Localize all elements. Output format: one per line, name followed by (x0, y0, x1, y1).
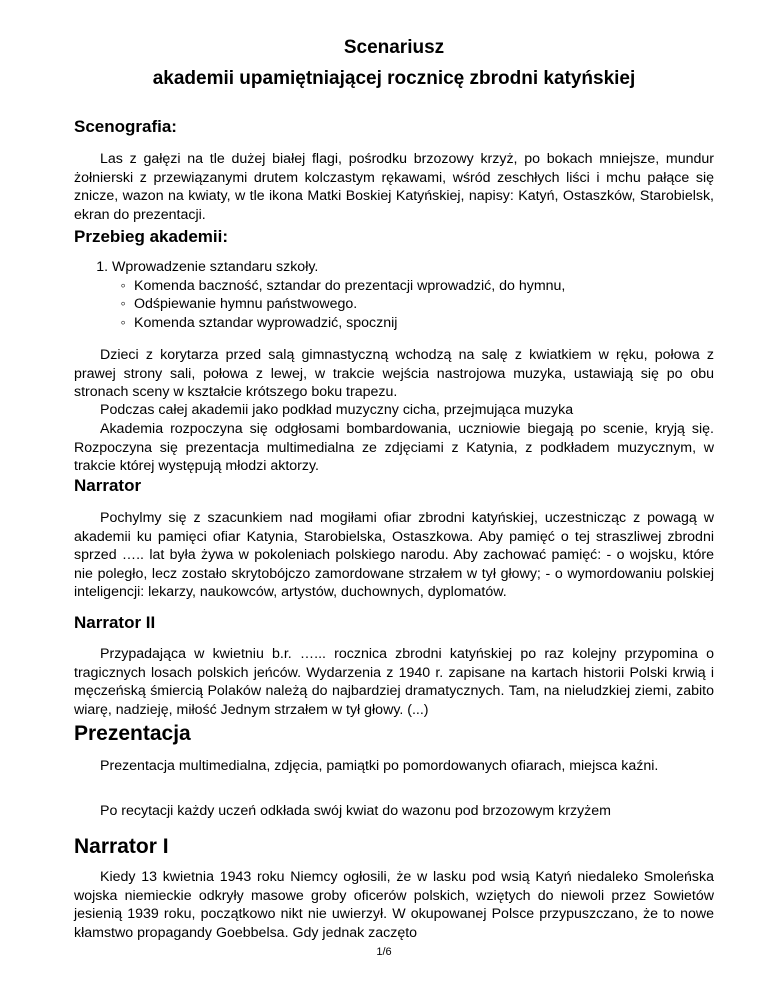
heading-narrator-2: Narrator II (74, 613, 156, 632)
heading-scenografia: Scenografia: (74, 117, 177, 136)
paragraph-narrator: Pochylmy się z szacunkiem nad mogiłami ofiar zbrodni katyńskiej, uczestnicząc z powagą w akademii ku pamięci ofiar Katynia, Starobielska, Ostaszkowa. Aby pamięć o tej straszliwej zbrodni sprzed ….. lat była żywa w pokoleniach polskiego narodu. Aby zachować pamięć: - o wojsku, które nie poległo, lecz zostało skrytobójczo zamordowane strzałem w tył głowy; - o wymordowaniu polskiej inteligencji: lekarzy, naukowców, artystów, duchownych, dyplomatów. (74, 510, 714, 600)
heading-narrator: Narrator (74, 476, 142, 495)
list-item (112, 258, 714, 332)
paragraph-narrator-1: Kiedy 13 kwietnia 1943 roku Niemcy ogłosili, że w lasku pod wsią Katyń niedaleko Smoleńska wojska niemieckie odkryły masowe groby oficerów polskich, wziętych do niewoli przez Sowietów jesienią 1939 roku, początkowo nikt nie uwierzył. W okupowanej Polsce przypuszczano, że to nowe kłamstwo propagandy Goebbelsa. Gdy jednak zaczęto (74, 869, 714, 941)
heading-przebieg: Przebieg akademii: (74, 227, 229, 246)
paragraph-narrator-2: Przypadająca w kwietniu b.r. …... rocznica zbrodni katyńskiej po raz kolejny przypomina o tragicznych losach polskich jeńców. Wydarzenia z 1940 r. zapisane na kartach historii Polski krwią i męczeńską śmiercią Polaków należą do najbardziej dramatycznych. Tam, na nieludzkiej ziemi, zabito wiarę, nadzieję, miłość Jednym strzałem w tył głowy. (...) (74, 646, 714, 718)
sub-list-item: ◦ Komenda baczność, sztandar do prezentacji wprowadzić, do hymnu, (134, 277, 714, 296)
program-list (74, 258, 714, 332)
sub-list-item: ◦ Komenda sztandar wyprowadzić, spocznij (134, 314, 714, 333)
document-subtitle: akademii upamiętniającej rocznicę zbrodni katyńskiej (152, 68, 636, 89)
heading-prezentacja: Prezentacja (74, 722, 191, 745)
paragraph-przebieg-1: Dzieci z korytarza przed salą gimnastyczną wchodzą na salę z kwiatkiem w ręku, połowa z prawej strony sali, połowa z lewej, w trakcie wejścia nastrojowa muzyka, ustawiają się po obu stronach sceny w kształcie krótszego boku trapezu. (74, 347, 714, 400)
paragraph-scenografia: Las z gałęzi na tle dużej białej flagi, pośrodku brzozowy krzyż, po bokach mniejsze, mundur żołnierski z przewiązanymi drutem kolczastym rękawami, wśród zeschłych liści i mchu pałące się znicze, wazon na kwiaty, w tle ikona Matki Boskiej Katyńskiej, napisy: Katyń, Ostaszków, Starobielsk, ekran do prezentacji. (74, 151, 714, 223)
page-number: 1/6 (376, 946, 392, 958)
paragraph-prezentacja: Prezentacja multimedialna, zdjęcia, pamiątki po pomordowanych ofiarach, miejsca kaźni. (100, 758, 659, 774)
sub-list-item: ◦ Odśpiewanie hymnu państwowego. (134, 295, 714, 314)
paragraph-przebieg-3: Akademia rozpoczyna się odgłosami bombardowania, uczniowie biegają po scenie, kryją się. Rozpoczyna się prezentacja multimedialna ze zdjęciami z Katynia, z podkładem muzycznym, w trakcie której występują młodzi aktorzy. (74, 421, 714, 474)
paragraph-przebieg-2: Podczas całej akademii jako podkład muzyczny cicha, przejmująca muzyka (100, 402, 574, 418)
list-item-label: Wprowadzenie sztandaru szkoły. (112, 259, 319, 275)
paragraph-prezentacja-2: Po recytacji każdy uczeń odkłada swój kwiat do wazonu pod brzozowym krzyżem (100, 803, 611, 819)
heading-narrator-1: Narrator I (74, 835, 169, 858)
document-title: Scenariusz (343, 37, 445, 58)
